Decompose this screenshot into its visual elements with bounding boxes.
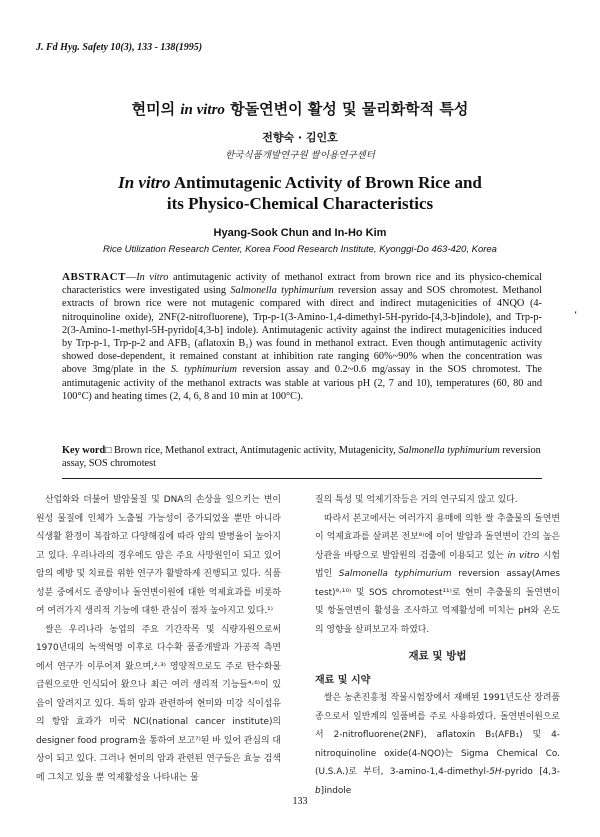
intro-paragraph-2: 쌀은 우리나라 농업의 주요 기간작목 및 식량자원으로써 1970년대의 녹색혁명 이후로 다수확 품종개발과 가공적 측면에서 연구가 이루어져 왔으며,²·³⁾ 영양적으로도 주로 탄수화물 급원으로만 인식되어 왔으나 최근 여러 생리적 기능들⁴·⁶⁾이 있음이 알려지고 있다. 특히 암과 관련하여 현미와 미강 식이섬유의 항암 효과가 미국 NCI(national cancer institute)의 designer food program을 통하여 보고⁷⁾된 바 있어 관심의 대상이 되고 있다. 그러나 현미의 암과 관련된 연구들은 효능 검색에 그치고 있을 뿐 억제활성을 나타내는 물 bbox=[36, 624, 281, 783]
korean-authors: 전향숙 · 김인호 bbox=[262, 131, 338, 144]
abstract-dash: — bbox=[125, 272, 137, 283]
materials-paragraph-segment: 쌀은 농촌진흥청 작물시험장에서 재배된 1991년도산 장려품종으로서 일반계의 일품벼를 주로 사용하였다. 돌연변이원으로서 2-nitrofluorene(2NF), aflatoxin B₁(AFB₁) 및 4-nitroquinoline oxide(4-NQO)는 Sigma Chemical Co.(U.S.A.)로 부터, 3-amino-1,4-dimethyl- bbox=[315, 693, 560, 777]
korean-title-part2: 항돌연변이 활성 및 물리화학적 특성 bbox=[224, 100, 469, 118]
keywords-body bbox=[62, 445, 541, 469]
abstract-body bbox=[62, 272, 542, 402]
materials-paragraph-segment: b bbox=[315, 785, 321, 796]
right-column bbox=[315, 491, 560, 800]
abstract bbox=[62, 271, 542, 403]
english-title bbox=[0, 172, 600, 214]
keywords bbox=[62, 444, 542, 470]
intro-paragraph-4-segment: 따라서 본고에서는 여러가지 용매에 의한 쌀 추출물의 돌연변이 억제효과를 살펴본 전보⁸⁾에 이어 발암과 돌연변이 간의 높은 상관을 바탕으로 발암원의 검출에 이용되고 있는 bbox=[315, 513, 560, 561]
margin-mark: ‘ bbox=[574, 310, 578, 321]
keywords-segment: reversion assay, SOS chromotest bbox=[62, 445, 541, 470]
intro-paragraph-4-segment: in vitro bbox=[507, 550, 540, 561]
abstract-segment: antimutagenic activity of methanol extract from brown rice and its physico-chemical characteristics were investigated using bbox=[62, 272, 542, 297]
keywords-segment: Salmonella typhimurium bbox=[398, 445, 500, 456]
english-title-line2: its Physico-Chemical Characteristics bbox=[166, 194, 434, 213]
intro-paragraph-4-segment: 시험법인 bbox=[315, 550, 560, 579]
korean-title bbox=[0, 98, 600, 119]
korean-title-part1: 현미의 bbox=[131, 100, 181, 118]
intro-paragraph-3: 질의 특성 및 억제기작등은 거의 연구되지 않고 있다. bbox=[315, 495, 518, 505]
intro-paragraph-4 bbox=[315, 510, 560, 640]
english-title-italic: In vitro bbox=[118, 173, 171, 192]
abstract-segment: reversion assay and SOS chromotest. Methanol extracts of brown rice were not mutagenic compared with direct and indirect mutagenicities of 4NQO (4-nitroquinoline oxide), 2NF(2-nitrofluorene), Trp-p-1(3-Amino-1,4-dimethyl-5H-pyrido-[4,3-b]indole), and Trp-p-2(3-Amino-1-methyl-5H-pyrido[4,3-b] indole). Antimutagenic activity against the indirect mutagenicities induced by Trp-p-1, Trp-p-2 and AFB₁ (aflatoxin B₁) was found in methanol extract. Even though antimutagenic activity showed dose-dependent, it remained constant at inhibition rate ranging 60%~90% when the concentration was above 3mg/plate in the bbox=[62, 285, 542, 376]
keywords-heading: Key word bbox=[62, 445, 106, 456]
english-title-line1: Antimutagenic Activity of Brown Rice and bbox=[170, 173, 482, 192]
english-authors: Hyang-Sook Chun and In-Ho Kim bbox=[213, 227, 387, 239]
english-affiliation: Rice Utilization Research Center, Korea Food Research Institute, Kyonggi-Do 463-420, Korea bbox=[103, 244, 497, 255]
abstract-segment: S. typhimurium bbox=[170, 364, 237, 376]
materials-paragraph-segment: -pyrido [4,3- bbox=[501, 767, 561, 777]
subsection-heading-materials: 재료 및 시약 bbox=[315, 675, 371, 686]
left-column bbox=[36, 491, 281, 787]
keywords-box: □ bbox=[105, 445, 112, 456]
korean-title-italic: in vitro bbox=[180, 102, 225, 118]
page-number: 133 bbox=[292, 796, 308, 807]
materials-paragraph bbox=[315, 689, 560, 800]
korean-affiliation: 한국식품개발연구원 쌀이용연구센터 bbox=[225, 150, 375, 161]
abstract-segment: Salmonella typhimurium bbox=[230, 285, 334, 297]
materials-paragraph-segment: 5H bbox=[489, 767, 502, 777]
section-heading-methods: 재료 및 방법 bbox=[408, 650, 467, 662]
intro-paragraph-4-segment: Salmonella typhimurium bbox=[338, 569, 452, 579]
keywords-segment: Brown rice, Methanol extract, Antimutagenic activity, Mutagenicity, bbox=[111, 445, 399, 456]
abstract-heading: ABSTRACT bbox=[62, 271, 126, 283]
materials-paragraph-segment: ]indole bbox=[320, 785, 352, 796]
keywords-divider bbox=[62, 478, 542, 479]
intro-paragraph-4-segment: reversion assay(Ames test)⁹·¹⁰⁾ 및 SOS chromotest¹¹⁾로 현미 추출물의 돌연변이 및 항돌연변이 활성을 조사하고 억제활성에 미치는 pH와 온도의 영향을 살펴보고자 하였다. bbox=[315, 569, 560, 635]
journal-citation: J. Fd Hyg. Safety 10(3), 133 - 138(1995) bbox=[36, 42, 203, 53]
intro-paragraph-1: 산업화와 더불어 발암물질 및 DNA의 손상을 일으키는 변이원성 물질에 인체가 노출될 가능성이 증가되었을 뿐만 아니라 식생활 환경이 복잡하고 다양해짐에 따라 암의 발병율이 높아지고 있다. 우리나라의 경우에도 암은 주요 사망원인이 되고 있어 암의 예방 및 치료를 위한 연구가 활발하게 진행되고 있다. 식품성분 중에서도 종양이나 돌연변이원에 대한 억제효과를 비롯하여 여러가지 생리적 기능에 대한 관심이 점차 높아지고 있다.¹⁾ bbox=[36, 495, 281, 616]
abstract-segment: reversion assay and 0.2~0.6 mg/assay in the SOS chromotest. The antimutagenic activity of the methanol extracts was stable at various pH (2, 7 and 10), temperatures (60, 80 and 100°C) and heating times (2, 4, 6, 8 and 10 min at 100°C). bbox=[62, 364, 542, 402]
abstract-segment: In vitro bbox=[136, 272, 169, 283]
